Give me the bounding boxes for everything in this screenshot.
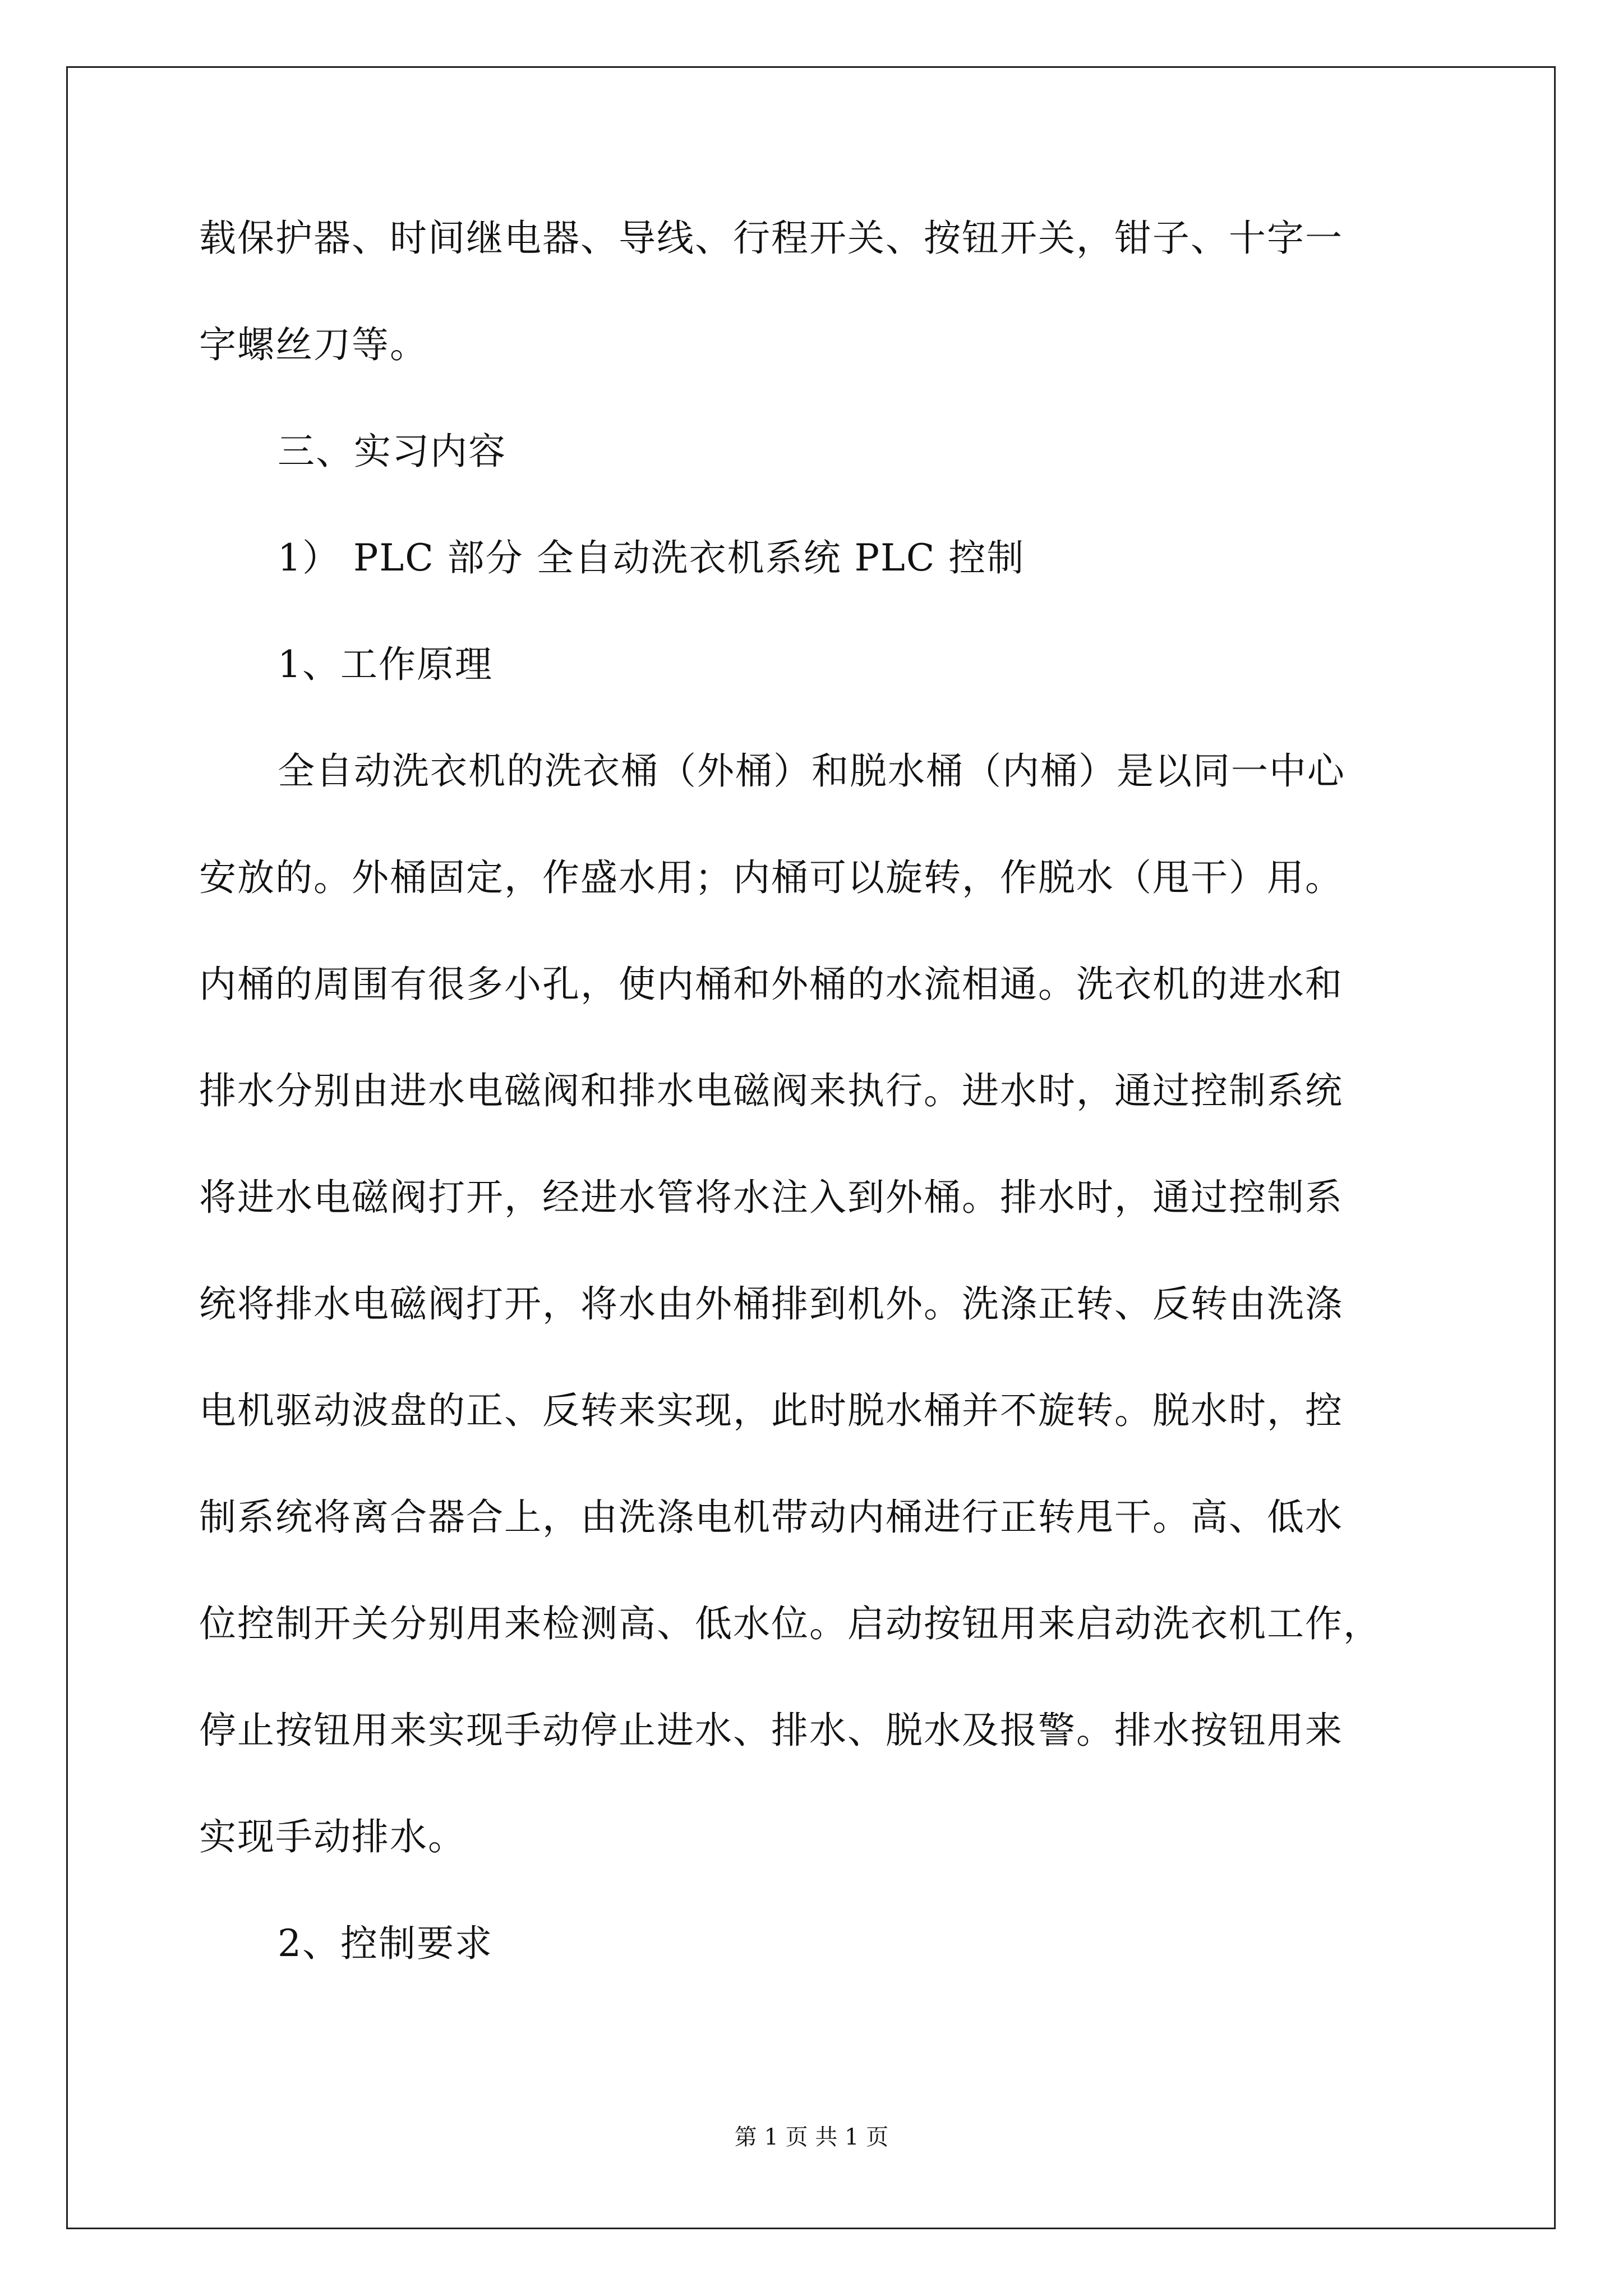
text-line: 将进水电磁阀打开，经进水管将水注入到外桶。排水时，通过控制系	[199, 1176, 1343, 1219]
text-line: 电机驱动波盘的正、反转来实现，此时脱水桶并不旋转。脱水时，控	[199, 1389, 1343, 1432]
text-line: 统将排水电磁阀打开，将水由外桶排到机外。洗涤正转、反转由洗涤	[199, 1282, 1343, 1326]
subsection-heading: 1） PLC 部分 全自动洗衣机系统 PLC 控制	[278, 536, 1025, 579]
text-line: 安放的。外桶固定，作盛水用；内桶可以旋转，作脱水（甩干）用。	[199, 856, 1343, 899]
text-line: 排水分别由进水电磁阀和排水电磁阀来执行。进水时，通过控制系统	[199, 1069, 1343, 1112]
page-border	[66, 66, 1556, 2229]
text-line: 载保护器、时间继电器、导线、行程开关、按钮开关，钳子、十字一	[199, 217, 1343, 260]
text-line: 全自动洗衣机的洗衣桶（外桶）和脱水桶（内桶）是以同一中心	[278, 749, 1345, 793]
text-line: 位控制开关分别用来检测高、低水位。启动按钮用来启动洗衣机工作，	[199, 1602, 1381, 1645]
text-line: 制系统将离合器合上，由洗涤电机带动内桶进行正转甩干。高、低水	[199, 1496, 1343, 1539]
subsection-heading: 1、工作原理	[278, 643, 493, 686]
page-footer: 第 1 页 共 1 页	[734, 2124, 889, 2150]
subsection-heading: 2、控制要求	[278, 1922, 493, 1965]
section-heading: 三、实习内容	[278, 430, 506, 473]
text-line: 内桶的周围有很多小孔，使内桶和外桶的水流相通。洗衣机的进水和	[199, 963, 1343, 1006]
text-line: 停止按钮用来实现手动停止进水、排水、脱水及报警。排水按钮用来	[199, 1709, 1343, 1752]
text-line: 实现手动排水。	[199, 1815, 466, 1858]
text-line: 字螺丝刀等。	[199, 323, 428, 366]
